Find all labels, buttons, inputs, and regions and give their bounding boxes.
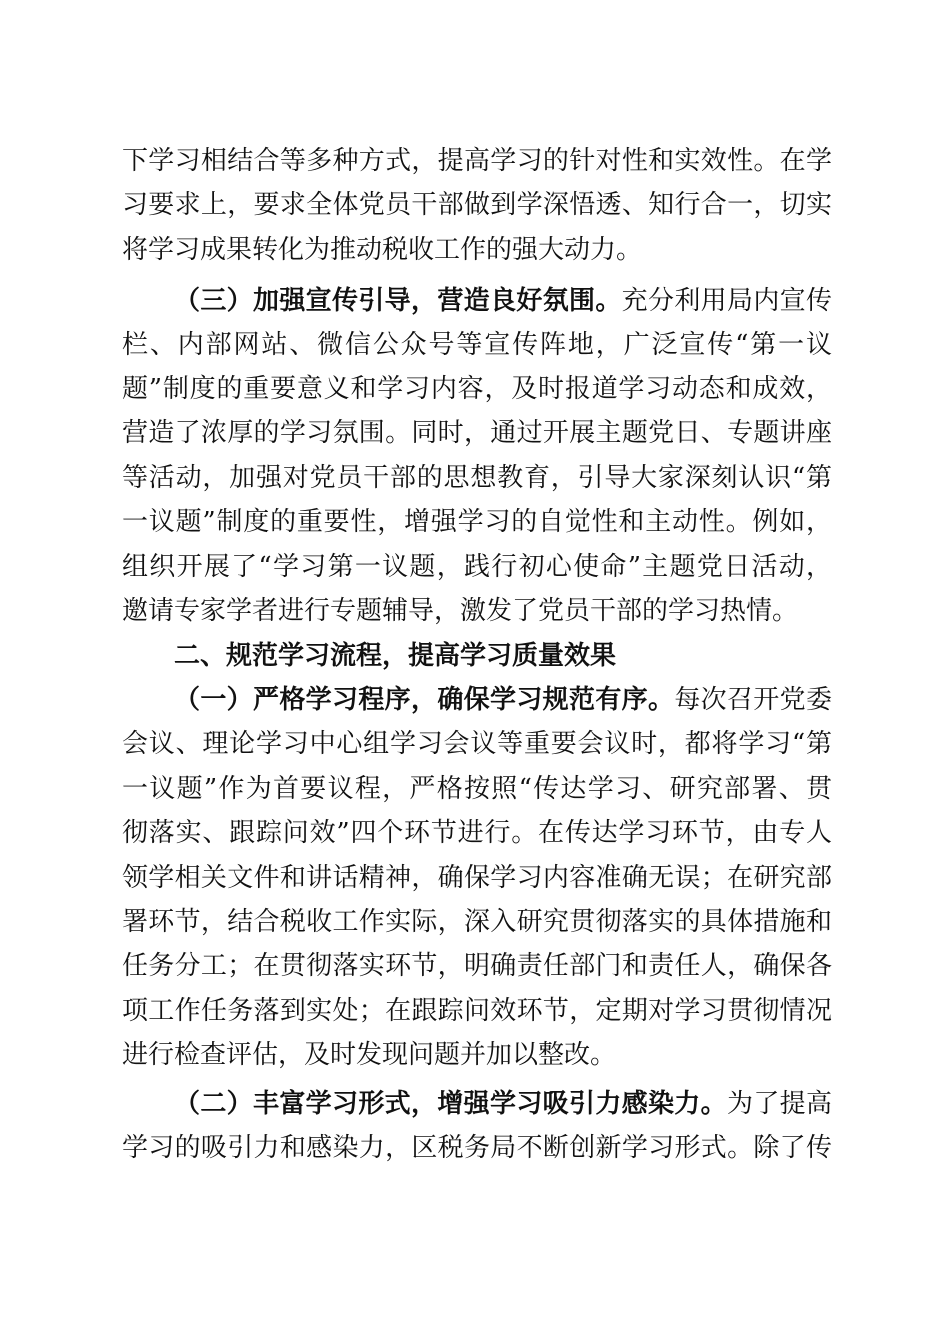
paragraph-line: 一议题”作为首要议程，严格按照“传达学习、研究部署、贯 [122,774,832,804]
paragraph-line: 领学相关文件和讲话精神，确保学习内容准确无误；在研究部 [122,863,832,893]
paragraph-line: 任务分工；在贯彻落实环节，明确责任部门和责任人，确保各 [122,951,832,981]
section-2-2-first-line-text: 为了提高 [726,1089,832,1119]
section-3-title: （三）加强宣传引导，营造良好氛围。 [174,286,622,316]
paragraph-line: 将学习成果转化为推动税收工作的强大动力。 [122,235,643,265]
paragraph-line: 习要求上，要求全体党员干部做到学深悟透、知行合一，切实 [122,190,832,220]
section-2-2-title: （二）丰富学习形式，增强学习吸引力感染力。 [174,1089,727,1119]
paragraph-line: 题”制度的重要意义和学习内容，及时报道学习动态和成效， [122,374,832,404]
section-2-1-first-line-text: 每次召开党委 [674,685,832,715]
paragraph-line: 项工作任务落到实处；在跟踪问效环节，定期对学习贯彻情况 [122,996,832,1026]
section-3-first-line [174,281,832,321]
paragraph-line: 下学习相结合等多种方式，提高学习的针对性和实效性。在学 [122,146,832,176]
paragraph-line: 邀请专家学者进行专题辅导，激发了党员干部的学习热情。 [122,596,799,626]
paragraph-line: 栏、内部网站、微信公众号等宣传阵地，广泛宣传“第一议 [122,330,832,360]
paragraph-line: 营造了浓厚的学习氛围。同时，通过开展主题党日、专题讲座 [122,418,832,448]
paragraph-line: 署环节，结合税收工作实际，深入研究贯彻落实的具体措施和 [122,907,832,937]
paragraph-line: 一议题”制度的重要性，增强学习的自觉性和主动性。例如， [122,507,832,537]
paragraph-line: 等活动，加强对党员干部的思想教育，引导大家深刻认识“第 [122,463,832,493]
section-heading: 二、规范学习流程，提高学习质量效果 [174,641,617,671]
section-2-2-first-line [174,1084,832,1124]
section-2-1-title: （一）严格学习程序，确保学习规范有序。 [174,685,675,715]
paragraph-line: 学习的吸引力和感染力，区税务局不断创新学习形式。除了传 [122,1133,832,1163]
section-3-first-line-text: 充分利用局内宣传 [621,286,832,316]
paragraph-line: 会议、理论学习中心组学习会议等重要会议时，都将学习“第 [122,729,832,759]
paragraph-line: 进行检查评估，及时发现问题并加以整改。 [122,1040,617,1070]
paragraph-line: 彻落实、跟踪问效”四个环节进行。在传达学习环节，由专人 [122,818,832,848]
paragraph-line: 组织开展了“学习第一议题，践行初心使命”主题党日活动， [122,552,832,582]
section-2-1-first-line [174,680,832,720]
